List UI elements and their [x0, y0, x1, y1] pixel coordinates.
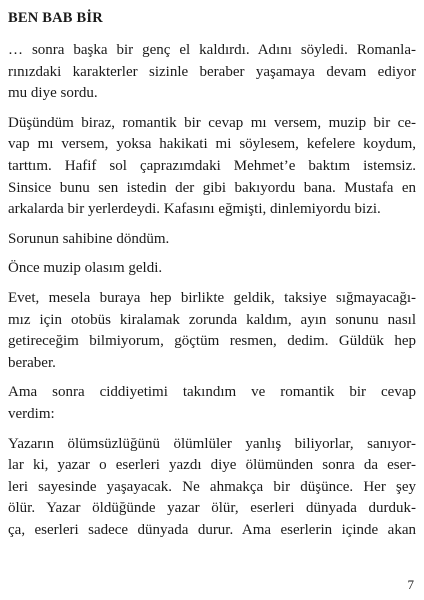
text-line: lar ki, yazar o eserleri yazdı diye ölümünden sonra da eser- [8, 457, 416, 474]
text-line: ça, eserleri sadece dünyada durur. Ama eserlerin içinde akan [8, 521, 416, 538]
text-line: rınızdaki karakterler sizinle beraber yaşamaya devam ediyor [8, 63, 416, 80]
text-line: arkalarda bir yerlerdeydi. Kafasını eğmişti, dinlemiyordu bizi. [8, 201, 381, 218]
text-line: getireceğim bilmiyorum, göçtüm resmen, dedim. Güldük hep [8, 333, 416, 350]
text-line: mu diye sordu. [8, 85, 98, 102]
text-line: vap mı versem, yoksa hakikati mi söylesem, kefelere koydum, [8, 136, 416, 153]
text-line: Sorunun sahibine döndüm. [8, 230, 170, 247]
text-line: Yazarın ölümsüzlüğünü ölümlüler yanlış biliyorlar, sanıyor- [8, 435, 416, 452]
text-line: Önce muzip olasım geldi. [8, 260, 163, 277]
text-line: leri sayesinde yaşayacak. Ne ahmakça bir düşünce. Her şey [8, 478, 416, 495]
paragraph [8, 113, 416, 221]
page-number: 7 [407, 577, 414, 592]
text-line: Ama sonra ciddiyetimi takındım ve romantik bir cevap [8, 384, 416, 401]
paragraph [8, 40, 416, 105]
running-head: BEN BAB BİR [8, 10, 103, 26]
text-line: … sonra başka bir genç el kaldırdı. Adını söyledi. Romanla- [8, 42, 416, 58]
paragraph [8, 258, 416, 280]
paragraph [8, 288, 416, 374]
text-line: Evet, mesela buraya hep birlikte geldik, taksiye sığmayacağı- [8, 289, 416, 306]
text-line: tarttım. Hafif sol çaprazımdaki Mehmet’e baktım istemsiz. [8, 157, 416, 174]
paragraph [8, 382, 416, 425]
text-line: ölür. Yazar öldüğünde yazar ölür, eserleri dünyada durduk- [8, 500, 416, 517]
text-line: beraber. [8, 354, 56, 371]
text-line: mız için otobüs kiralamak zorunda kaldım, ayın sonunu nasıl [8, 311, 416, 328]
text-line: Düşündüm biraz, romantik bir cevap mı versem, muzip bir ce- [8, 114, 416, 131]
text-line: Sinsice bunu sen istedin der gibi bakıyordu bana. Mustafa en [8, 179, 416, 196]
paragraph [8, 229, 416, 251]
text-line: verdim: [8, 405, 55, 422]
body-text [8, 40, 416, 549]
paragraph [8, 434, 416, 542]
